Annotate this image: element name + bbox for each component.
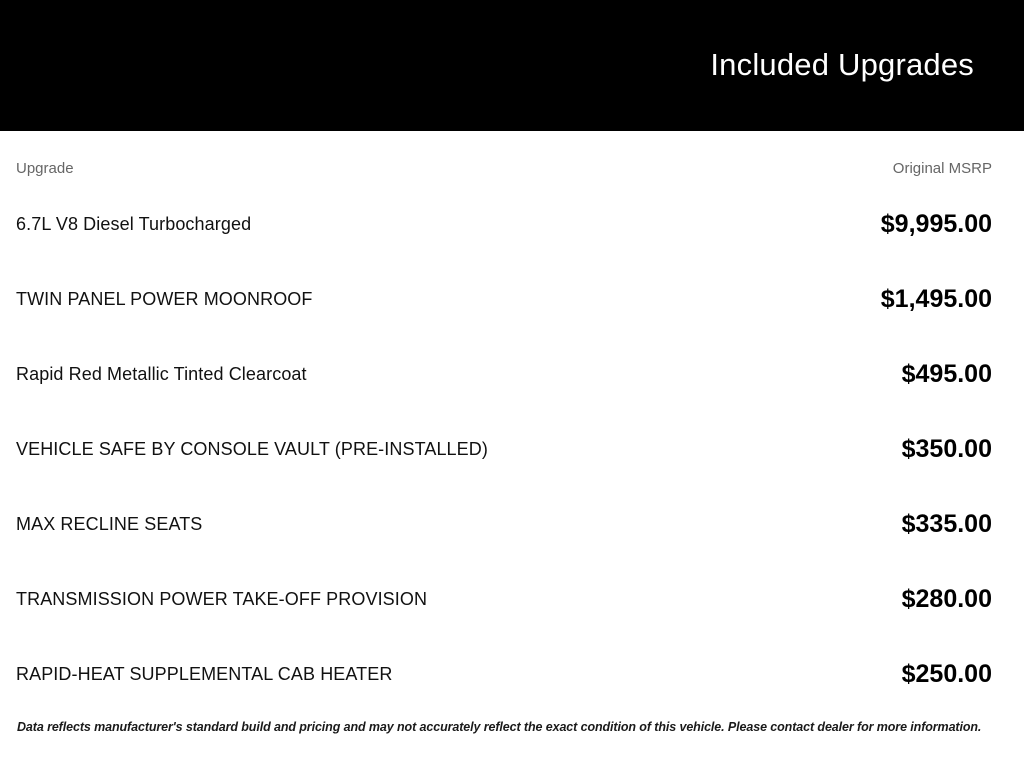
upgrades-content: [0, 131, 1024, 768]
upgrade-name: RAPID-HEAT SUPPLEMENTAL CAB HEATER: [16, 664, 393, 684]
upgrade-name: TWIN PANEL POWER MOONROOF: [16, 289, 313, 309]
upgrade-name: VEHICLE SAFE BY CONSOLE VAULT (PRE-INSTALLED): [16, 439, 488, 459]
upgrade-name: Rapid Red Metallic Tinted Clearcoat: [16, 364, 307, 384]
page-title: Included Upgrades: [710, 47, 974, 82]
column-header-msrp: Original MSRP: [892, 160, 992, 177]
table-column-headers: [16, 131, 992, 177]
upgrade-price: $495.00: [901, 360, 992, 388]
upgrades-table: [16, 187, 992, 712]
upgrade-price: $335.00: [901, 510, 992, 538]
table-row: [16, 562, 992, 637]
upgrade-name: 6.7L V8 Diesel Turbocharged: [16, 214, 252, 234]
disclaimer-text: Data reflects manufacturer's standard build and pricing and may not accurately reflect the exact condition of this vehicle. Please contact dealer for more information.: [17, 720, 982, 734]
table-row: [16, 412, 992, 487]
upgrade-name: MAX RECLINE SEATS: [16, 514, 203, 534]
table-row: [16, 637, 992, 712]
table-row: [16, 187, 992, 262]
upgrade-price: $350.00: [901, 435, 992, 463]
upgrade-price: $1,495.00: [880, 285, 992, 313]
upgrade-price: $280.00: [901, 585, 992, 613]
upgrade-name: TRANSMISSION POWER TAKE-OFF PROVISION: [16, 589, 428, 609]
upgrade-price: $250.00: [901, 660, 992, 688]
table-row: [16, 487, 992, 562]
upgrade-price: $9,995.00: [880, 210, 992, 238]
column-header-upgrade: Upgrade: [16, 160, 74, 177]
page-header: [0, 0, 1024, 131]
table-row: [16, 337, 992, 412]
table-row: [16, 262, 992, 337]
